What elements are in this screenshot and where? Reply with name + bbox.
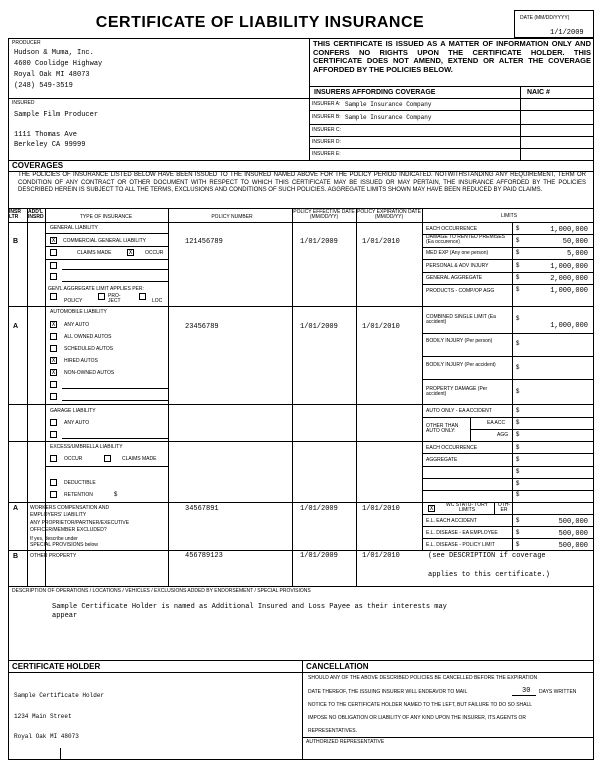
- description-text: appear: [52, 612, 78, 620]
- auto-hired-checkbox[interactable]: X: [51, 357, 56, 364]
- wc-oth-er: OTH- ER: [497, 502, 511, 513]
- gl-cgl: COMMERCIAL GENERAL LIABILITY: [63, 238, 146, 244]
- insurer-label: INSURER C:: [312, 127, 341, 133]
- auto-nonowned-checkbox[interactable]: X: [51, 369, 56, 376]
- holder-line: Royal Oak MI 48073: [14, 733, 79, 740]
- limit-value: 5,000: [566, 250, 588, 258]
- wc-statu-checkbox[interactable]: X: [429, 505, 434, 512]
- limit-value: 1,000,000: [550, 322, 588, 330]
- insurer-label: INSURER E:: [312, 151, 341, 157]
- other-policy-number: 456789123: [185, 552, 223, 560]
- naic-header: NAIC #: [527, 89, 550, 96]
- garage-auto-only: AUTO ONLY - EA ACCIDENT: [426, 408, 492, 414]
- dollar-sign: $: [516, 226, 520, 232]
- dollar-sign: $: [516, 469, 520, 475]
- gl-ltr: B: [13, 238, 19, 245]
- excess-deductible: DEDUCTIBLE: [64, 480, 96, 486]
- producer-label: PRODUCER: [12, 40, 41, 46]
- limit-label: EACH OCCURRENCE: [426, 226, 478, 232]
- gl-agg-applies: GEN'L AGGREGATE LIMIT APPLIES PER:: [48, 286, 144, 292]
- cancel-text: SHOULD ANY OF THE ABOVE DESCRIBED POLICIES BE CANCELLED BEFORE THE EXPIRATION: [308, 675, 538, 681]
- date-label: DATE (MM/DD/YYYY): [520, 15, 570, 21]
- dollar-sign: $: [516, 365, 520, 371]
- gl-policy-number: 121456789: [185, 238, 223, 246]
- col-exp: POLICY EXPIRATION DATE (MM/DD/YY): [357, 209, 421, 220]
- insured-line: Berkeley CA 99999: [14, 141, 86, 149]
- other-exp: 1/01/2010: [362, 552, 400, 560]
- excess-deductible-checkbox[interactable]: [50, 479, 57, 486]
- excess-title: EXCESS/UMBRELLA LIABILITY: [50, 444, 123, 450]
- insurer-label: INSURER B:: [312, 114, 341, 120]
- cancel-text: DATE THEREOF, THE ISSUING INSURER WILL ENDEAVOR TO MAIL: [308, 689, 468, 695]
- limit-label: BODILY INJURY (Per person): [426, 338, 493, 344]
- cancel-text: NOTICE TO THE CERTIFICATE HOLDER NAMED TO THE LEFT, BUT FAILURE TO DO SO SHALL: [308, 702, 533, 708]
- auto-eff: 1/01/2009: [300, 323, 338, 331]
- auto-owned-checkbox[interactable]: [50, 333, 57, 340]
- auto-scheduled-checkbox[interactable]: [50, 345, 57, 352]
- auto-any-checkbox[interactable]: X: [51, 321, 56, 328]
- dollar-sign: $: [516, 518, 520, 524]
- insurer-name: Sample Insurance Company: [345, 101, 432, 108]
- form-title: CERTIFICATE OF LIABILITY INSURANCE: [95, 14, 425, 31]
- excess-retention-checkbox[interactable]: [50, 491, 57, 498]
- wc-eff: 1/01/2009: [300, 505, 338, 513]
- limit-label: E.L. DISEASE - EA EMPLOYEE: [426, 530, 498, 536]
- producer-line: 4600 Coolidge Highway: [14, 60, 103, 68]
- holder-label: CERTIFICATE HOLDER: [12, 662, 101, 671]
- limit-value: 50,000: [562, 238, 588, 246]
- producer-line: (248) 549-3519: [14, 82, 73, 90]
- limit-label: MED EXP (Any one person): [426, 250, 489, 256]
- insurer-label: INSURER A:: [312, 101, 341, 107]
- dollar-sign: $: [516, 287, 520, 293]
- excess-occur-checkbox[interactable]: [50, 455, 57, 462]
- cancel-text: DAYS WRITTEN: [539, 689, 577, 695]
- dollar-sign: $: [516, 408, 520, 414]
- cancellation-label: CANCELLATION: [306, 662, 369, 671]
- limit-value: 1,000,000: [550, 263, 588, 271]
- auto-item: ALL OWNED AUTOS: [64, 334, 112, 340]
- auto-item: SCHEDULED AUTOS: [64, 346, 114, 352]
- dollar-sign: $: [516, 492, 520, 498]
- garage-title: GARAGE LIABILITY: [50, 408, 96, 414]
- dollar-sign: $: [516, 389, 520, 395]
- gl-policy-opt: POLICY: [64, 298, 83, 304]
- dollar-sign: $: [516, 481, 520, 487]
- excess-each-occ: EACH OCCURRENCE: [426, 445, 478, 451]
- limit-value: 500,000: [558, 530, 588, 538]
- holder-line: Sample Certificate Holder: [14, 692, 105, 699]
- limit-label: E.L. EACH ACCIDENT: [426, 518, 477, 524]
- cancel-text: IMPOSE NO OBLIGATION OR LIABILITY OF ANY KIND UPON THE INSURER, ITS AGENTS OR: [308, 715, 527, 721]
- wc-title: EMPLOYERS' LIABILITY: [30, 512, 87, 518]
- gl-project-opt: PRO- JECT: [108, 293, 121, 304]
- excess-retention: RETENTION: [64, 492, 93, 498]
- authorized-rep-label: AUTHORIZED REPRESENTATIVE: [306, 739, 385, 745]
- col-insr: INSR LTR: [9, 209, 21, 220]
- other-desc: (see DESCRIPTION if coverage: [428, 552, 546, 560]
- auto-ltr: A: [13, 323, 19, 330]
- auto-item: ANY AUTO: [64, 322, 90, 328]
- dollar-sign: $: [516, 238, 520, 244]
- limit-value: 500,000: [558, 518, 588, 526]
- gl-occur: OCCUR: [145, 250, 164, 256]
- gl-eff: 1/01/2009: [300, 238, 338, 246]
- wc-question: ANY PROPRIETOR/PARTNER/EXECUTIVE: [30, 520, 130, 526]
- limit-label: E.L. DISEASE - POLICY LIMIT: [426, 542, 495, 548]
- gl-blank-checkbox[interactable]: [50, 262, 57, 269]
- coverages-text: THE POLICIES OF INSURANCE LISTED BELOW HAVE BEEN ISSUED TO THE INSURED NAMED ABOVE FOR THE POLICY PERIOD INDICATED. NOTWITHSTANDING ANY REQUIREMENT, TERM OR CONDITION OF ANY CONTRACT OR OTHER DOCUMENT WITH RESPECT TO WHICH THIS CERTIFICATE MAY BE ISSUED OR MAY PERTAIN, THE INSURANCE AFFORDED BY THE POLICIES DESCRIBED HEREIN IS SUBJECT TO ALL THE TERMS, EXCLUSIONS AND CONDITIONS OF SUCH POLICIES. AGGREGATE LIMITS SHOWN MAY HAVE BEEN REDUCED BY PAID CLAIMS.: [18, 172, 586, 193]
- garage-agg: AGG: [497, 432, 509, 438]
- limit-value: 1,000,000: [550, 287, 588, 295]
- wc-policy-number: 34567891: [185, 505, 219, 513]
- wc-exp: 1/01/2010: [362, 505, 400, 513]
- gl-loc-checkbox[interactable]: [139, 293, 146, 300]
- other-eff: 1/01/2009: [300, 552, 338, 560]
- col-type: TYPE OF INSURANCE: [79, 214, 133, 220]
- garage-ea-acc: EA ACC: [487, 420, 506, 426]
- col-eff: POLICY EFFECTIVE DATE (MM/DD/YY): [293, 209, 355, 220]
- col-limits: LIMITS: [500, 213, 518, 219]
- auto-exp: 1/01/2010: [362, 323, 400, 331]
- cancel-days: 30: [522, 687, 531, 695]
- garage-any-auto: ANY AUTO: [64, 420, 90, 426]
- limit-label: COMBINED SINGLE LIMIT (Ea accident): [426, 314, 496, 325]
- dollar-sign: $: [516, 432, 520, 438]
- form-frame: [8, 38, 594, 760]
- gl-policy-checkbox[interactable]: [50, 293, 57, 300]
- excess-claims-made: CLAIMS MADE: [122, 456, 157, 462]
- date-value: 1/1/2009: [550, 29, 584, 37]
- other-label: OTHER PROPERTY: [30, 553, 77, 559]
- auto-blank-checkbox[interactable]: [50, 393, 57, 400]
- gl-occur-checkbox[interactable]: X: [128, 249, 133, 256]
- wc-title: WORKERS COMPENSATION AND: [30, 505, 110, 511]
- dollar-sign: $: [516, 316, 520, 322]
- dollar-sign: $: [516, 420, 520, 426]
- garage-any-checkbox[interactable]: [50, 419, 57, 426]
- gl-blank-checkbox[interactable]: [50, 273, 57, 280]
- holder-line: 1234 Main Street: [14, 713, 72, 720]
- dollar-sign: $: [114, 492, 118, 498]
- dollar-sign: $: [516, 250, 520, 256]
- dollar-sign: $: [516, 341, 520, 347]
- insured-line: Sample Film Producer: [14, 111, 99, 119]
- wc-ltr: A: [13, 505, 19, 512]
- gl-title: GENERAL LIABILITY: [50, 225, 98, 231]
- wc-statu: WC STATU- TORY LIMITS: [445, 502, 489, 513]
- cancel-text: REPRESENTATIVES.: [308, 728, 357, 734]
- dollar-sign: $: [516, 457, 520, 463]
- gl-loc-opt: LOC: [152, 298, 163, 304]
- limit-label: BODILY INJURY (Per accident): [426, 362, 496, 368]
- limit-value: 500,000: [558, 542, 588, 550]
- limit-label: PERSONAL & ADV INJURY: [426, 263, 489, 269]
- auto-item: NON-OWNED AUTOS: [64, 370, 115, 376]
- limit-label: PROPERTY DAMAGE (Per accident): [426, 386, 488, 397]
- garage-other-than: OTHER THAN AUTO ONLY:: [426, 423, 459, 434]
- excess-aggregate: AGGREGATE: [426, 457, 458, 463]
- gl-exp: 1/01/2010: [362, 238, 400, 246]
- limit-value: 2,000,000: [550, 275, 588, 283]
- dollar-sign: $: [516, 263, 520, 269]
- producer-line: Hudson & Muma, Inc.: [14, 49, 94, 57]
- description-label: DESCRIPTION OF OPERATIONS / LOCATIONS / VEHICLES / EXCLUSIONS ADDED BY ENDORSEMENT / SPECIAL PROVISIONS: [12, 588, 311, 594]
- wc-question: SPECIAL PROVISIONS below: [30, 542, 98, 548]
- limit-value: 1,000,000: [550, 226, 588, 234]
- dollar-sign: $: [516, 445, 520, 451]
- insured-line: 1111 Thomas Ave: [14, 131, 78, 139]
- garage-blank-checkbox[interactable]: [50, 431, 57, 438]
- auto-item: HIRED AUTOS: [64, 358, 98, 364]
- auto-blank-checkbox[interactable]: [50, 381, 57, 388]
- limit-label: DAMAGE TO RENTED PREMISES (Ea occurence): [426, 234, 505, 245]
- coverages-label: COVERAGES: [12, 161, 64, 170]
- excess-occur: OCCUR: [64, 456, 83, 462]
- col-addl: ADD'L INSRD: [28, 209, 44, 220]
- gl-cgl-checkbox[interactable]: X: [51, 237, 56, 244]
- col-policy: POLICY NUMBER: [211, 214, 253, 220]
- gl-project-checkbox[interactable]: [98, 293, 105, 300]
- wc-question: If yes, describe under: [30, 536, 78, 542]
- auto-title: AUTOMOBILE LIABILITY: [50, 309, 107, 315]
- gl-claims-checkbox[interactable]: [50, 249, 57, 256]
- limit-label: PRODUCTS - COMP/OP AGG: [426, 288, 495, 294]
- excess-claims-checkbox[interactable]: [104, 455, 111, 462]
- other-ltr: B: [13, 553, 19, 560]
- description-text: Sample Certificate Holder is named as Additional Insured and Loss Payee as their interests may: [52, 603, 447, 611]
- auto-policy-number: 23456789: [185, 323, 219, 331]
- gl-claims-made: CLAIMS MADE: [77, 250, 112, 256]
- limit-label: GENERAL AGGREGATE: [426, 275, 483, 281]
- producer-line: Royal Oak MI 48073: [14, 71, 90, 79]
- dollar-sign: $: [516, 530, 520, 536]
- insurer-label: INSURER D:: [312, 139, 341, 145]
- insurer-name: Sample Insurance Company: [345, 114, 432, 121]
- insured-label: INSURED: [12, 100, 35, 106]
- wc-question: OFFICER/MEMBER EXCLUDED?: [30, 527, 107, 533]
- dollar-sign: $: [516, 542, 520, 548]
- notice-text: THIS CERTIFICATE IS ISSUED AS A MATTER OF INFORMATION ONLY AND CONFERS NO RIGHTS UPON THE CERTIFICATE HOLDER. THIS CERTIFICATE DOES NOT AMEND, EXTEND OR ALTER THE COVERAGE AFFORDED BY THE POLICIES BELOW.: [313, 39, 591, 74]
- other-desc: applies to this certificate.): [428, 571, 550, 579]
- insurers-header: INSURERS AFFORDING COVERAGE: [314, 89, 436, 96]
- dollar-sign: $: [516, 275, 520, 281]
